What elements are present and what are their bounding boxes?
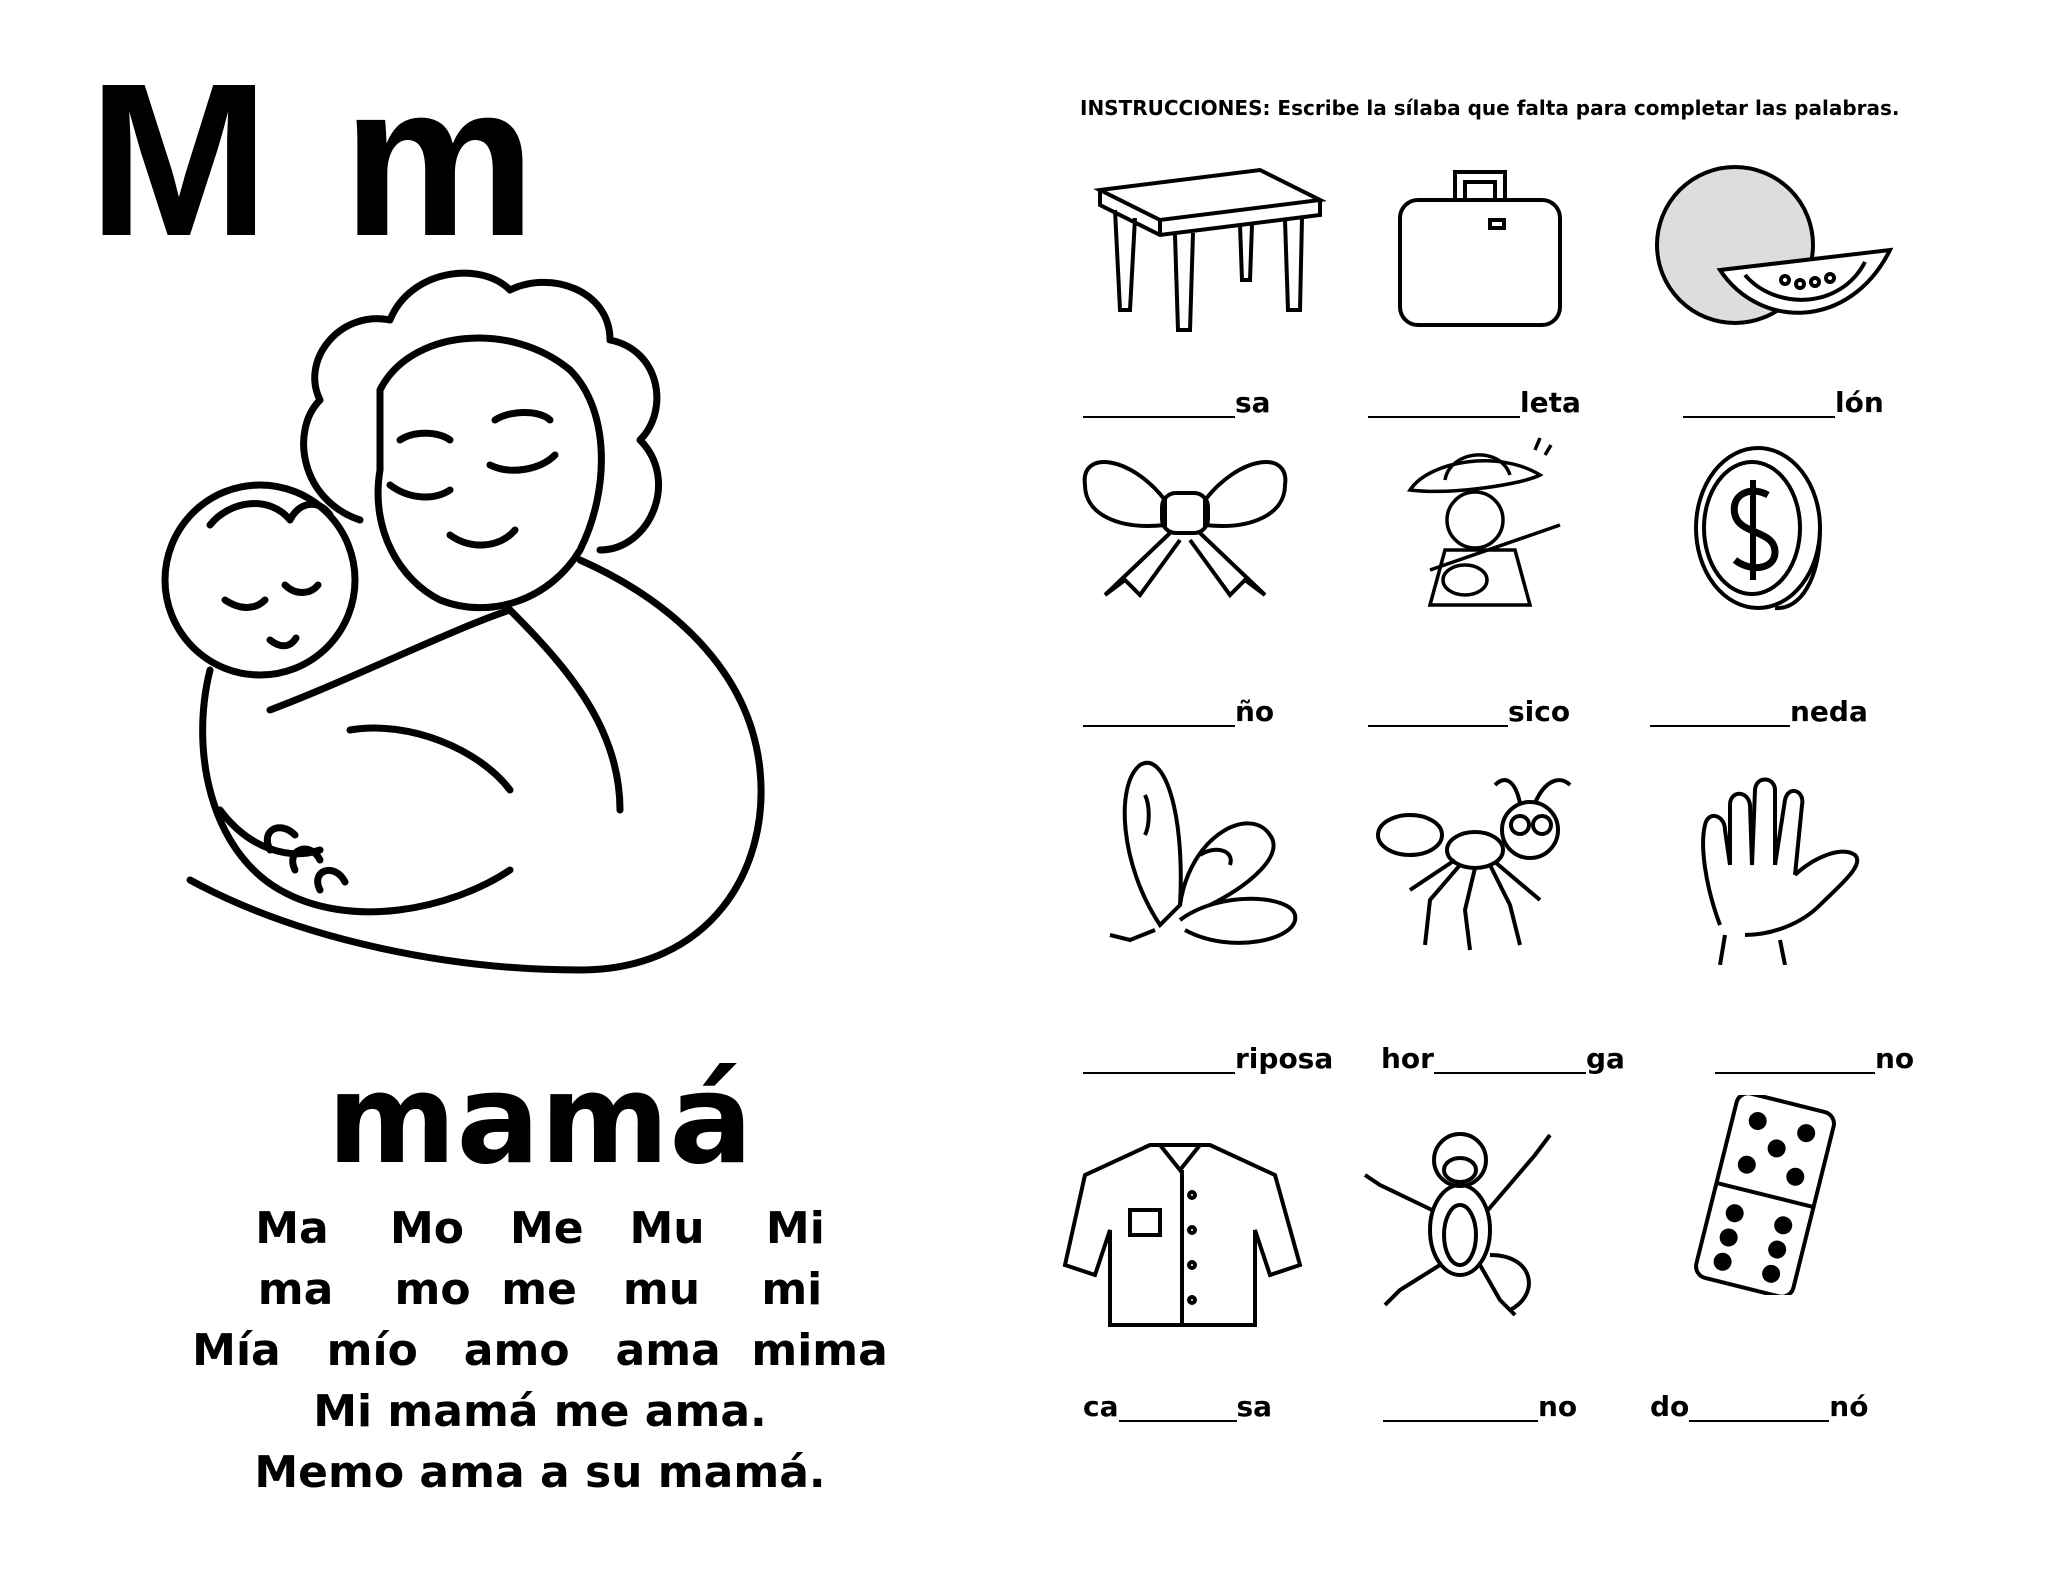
suffix: riposa: [1235, 1042, 1334, 1075]
monkey-picture: [1360, 1125, 1570, 1325]
table-picture: [1090, 160, 1330, 340]
mother-baby-illustration: [150, 250, 870, 1030]
suffix: leta: [1520, 386, 1581, 419]
suffix: no: [1538, 1390, 1578, 1423]
bow-picture: [1060, 445, 1310, 605]
answer-line[interactable]: [1083, 386, 1271, 419]
letter-heading: M m: [88, 39, 542, 282]
hand-picture: [1690, 775, 1870, 965]
suffix: ño: [1235, 695, 1275, 728]
suffix: sa: [1235, 386, 1271, 419]
melon-picture: [1650, 160, 1900, 340]
suffix: neda: [1790, 695, 1868, 728]
suffix: ga: [1585, 1042, 1625, 1075]
answer-line[interactable]: [1083, 1390, 1272, 1423]
reading-lines: [120, 1198, 960, 1503]
suffix: sico: [1508, 695, 1571, 728]
reading-line: Memo ama a su mamá.: [254, 1447, 826, 1498]
answer-line[interactable]: [1381, 1042, 1625, 1075]
suffix: lón: [1835, 386, 1884, 419]
shirt-picture: [1060, 1135, 1310, 1330]
prefix: hor: [1381, 1042, 1434, 1075]
musician-picture: [1390, 430, 1570, 620]
prefix: do: [1650, 1390, 1690, 1423]
answer-line[interactable]: [1715, 1042, 1914, 1075]
reading-line: Mía mío amo ama mima: [192, 1325, 888, 1376]
instructions: INSTRUCCIONES: Escribe la sílaba que falta para completar las palabras.: [1080, 96, 1900, 120]
answer-line[interactable]: [1368, 695, 1570, 728]
reading-line: Ma Mo Me Mu Mi: [255, 1203, 825, 1254]
answer-line[interactable]: [1083, 1042, 1333, 1075]
answer-line[interactable]: [1368, 386, 1581, 419]
domino-picture: [1690, 1095, 1840, 1295]
reading-line: Mi mamá me ama.: [313, 1386, 767, 1437]
answer-line[interactable]: [1683, 386, 1884, 419]
suffix: sa: [1236, 1390, 1273, 1423]
answer-line[interactable]: [1083, 695, 1274, 728]
main-word: mamá: [327, 1048, 753, 1192]
prefix: ca: [1083, 1390, 1119, 1423]
ant-picture: [1370, 770, 1580, 960]
answer-line[interactable]: [1383, 1390, 1577, 1423]
answer-line[interactable]: [1650, 695, 1868, 728]
suffix: nó: [1829, 1390, 1869, 1423]
suffix: no: [1875, 1042, 1915, 1075]
answer-line[interactable]: [1650, 1390, 1868, 1423]
coin-picture: [1680, 440, 1840, 615]
reading-line: ma mo me mu mi: [257, 1264, 823, 1315]
briefcase-picture: [1390, 160, 1580, 340]
butterfly-picture: [1100, 755, 1300, 955]
